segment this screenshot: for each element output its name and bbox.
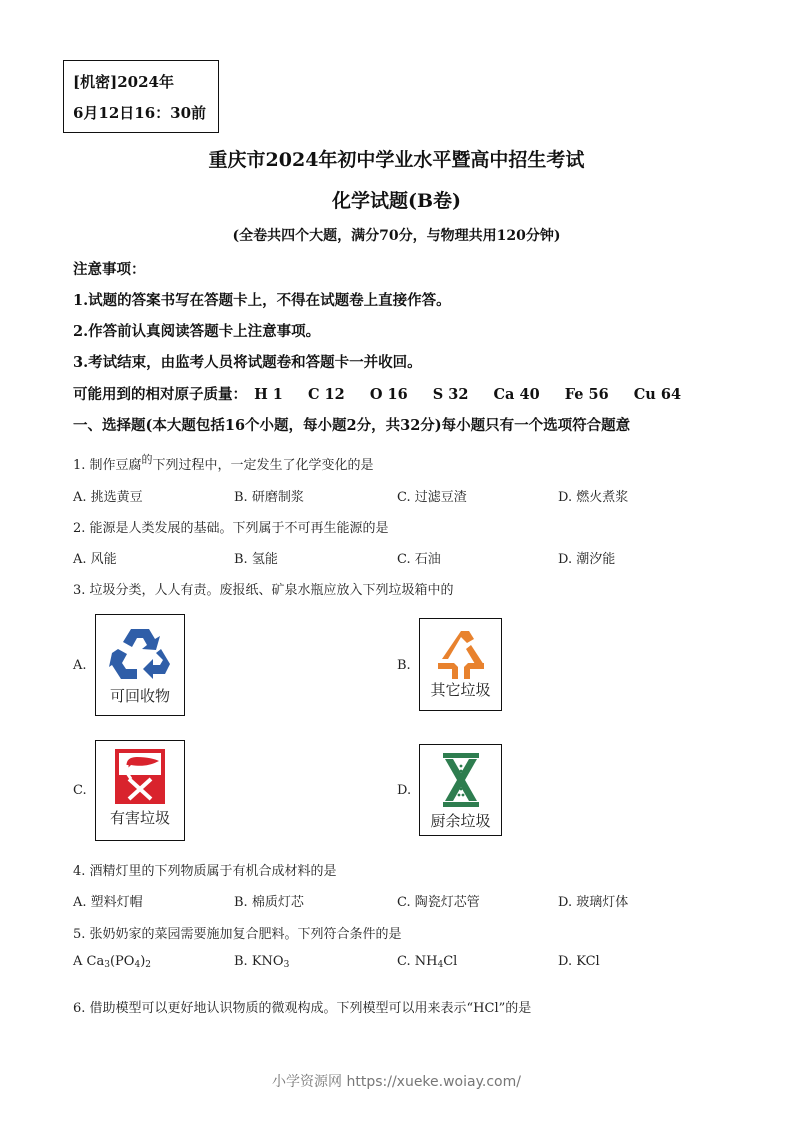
q3-option-b-caption: 其它垃圾 — [430, 681, 491, 699]
q3-option-c-bin[interactable] — [95, 740, 185, 841]
question-5-stem: 5. 张奶奶家的菜园需要施加复合肥料。下列符合条件的是 — [73, 927, 402, 942]
other-waste-icon — [436, 629, 486, 679]
q5-a-sub: 4 — [134, 960, 141, 970]
confidential-line-1: [机密]2024年 — [73, 73, 174, 91]
mass-fe: Fe 56 — [564, 386, 609, 403]
q4-option-b[interactable]: B. 棉质灯芯 — [234, 895, 304, 910]
q1-option-c[interactable]: C. 过滤豆渣 — [397, 490, 467, 505]
mass-ca: Ca 40 — [493, 386, 540, 403]
mass-h: H 1 — [254, 386, 283, 403]
q5-c-part: Cl — [443, 954, 458, 969]
exam-title: 重庆市2024年初中学业水平暨高中招生考试 — [208, 149, 585, 171]
q4-option-a[interactable]: A. 塑料灯帽 — [73, 895, 143, 910]
note-item-1: 1.试题的答案书写在答题卡上，不得在试题卷上直接作答。 — [73, 292, 451, 309]
q5-b-sub: 3 — [283, 960, 290, 970]
note-item-2: 2.作答前认真阅读答题卡上注意事项。 — [73, 323, 321, 340]
q3-option-b-bin[interactable] — [419, 618, 502, 711]
q2-option-d[interactable]: D. 潮汐能 — [558, 552, 616, 567]
footer-watermark[interactable]: 小学资源网 https://xueke.woiay.com/ — [272, 1074, 521, 1090]
q1-stem-part: 下列过程中，一定发生了化学变化的是 — [152, 458, 374, 473]
question-3-stem: 3. 垃圾分类，人人有责。废报纸、矿泉水瓶应放入下列垃圾箱中的 — [73, 583, 454, 598]
kitchen-waste-icon — [439, 753, 483, 807]
q5-option-d[interactable] — [558, 954, 600, 969]
q5-a-sub: 3 — [104, 960, 110, 970]
q5-b-prefix: B. — [234, 954, 252, 969]
q5-option-c[interactable] — [397, 954, 457, 970]
hazardous-waste-icon — [115, 749, 165, 804]
question-6-stem: 6. 借助模型可以更好地认识物质的微观构成。下列模型可以用来表示“HCl”的是 — [73, 1001, 532, 1016]
q3-option-a-bin[interactable] — [95, 614, 185, 716]
q2-option-a[interactable]: A. 风能 — [73, 552, 117, 567]
mass-s: S 32 — [432, 386, 469, 403]
q3-option-c-caption: 有害垃圾 — [109, 809, 170, 827]
section-1-heading: 一、选择题(本大题包括16个小题，每小题2分，共32分)每小题只有一个选项符合题意 — [73, 417, 631, 434]
question-2-stem: 2. 能源是人类发展的基础。下列属于不可再生能源的是 — [73, 521, 389, 536]
q3-option-a-letter[interactable]: A. — [73, 658, 87, 673]
q5-c-part: NH — [414, 954, 438, 969]
q1-option-a[interactable]: A. 挑选黄豆 — [73, 490, 143, 505]
atomic-masses-label: 可能用到的相对原子质量： — [73, 386, 247, 403]
q3-option-a-caption: 可回收物 — [109, 687, 170, 705]
q1-option-b[interactable]: B. 研磨制浆 — [234, 490, 304, 505]
note-item-3: 3.考试结束，由监考人员将试题卷和答题卡一并收回。 — [73, 354, 422, 371]
q5-c-prefix: C. — [397, 954, 415, 969]
q5-a-sub: 2 — [145, 960, 151, 970]
mass-cu: Cu 64 — [633, 386, 682, 403]
q1-stem-sup: 的 — [141, 453, 153, 466]
q5-a-part: Ca — [86, 954, 105, 969]
q5-c-sub: 4 — [437, 960, 444, 970]
q1-option-d[interactable]: D. 燃火煮浆 — [558, 490, 629, 505]
q5-option-b[interactable] — [234, 954, 289, 970]
q3-option-d-letter[interactable]: D. — [397, 783, 412, 798]
q1-stem-part: 1. 制作豆腐 — [73, 458, 142, 473]
confidential-stamp-box — [63, 60, 219, 133]
q5-d-prefix: D. — [558, 954, 577, 969]
question-1-stem — [73, 451, 374, 473]
q5-d-part: KCl — [576, 954, 600, 969]
q3-option-d-caption: 厨余垃圾 — [430, 812, 491, 830]
q5-option-a[interactable] — [73, 954, 151, 970]
notes-heading: 注意事项： — [73, 261, 146, 278]
q5-b-part: KNO — [251, 954, 284, 969]
q5-a-part: (PO — [109, 954, 135, 969]
q3-option-b-letter[interactable]: B. — [397, 658, 411, 673]
q4-option-c[interactable]: C. 陶瓷灯芯管 — [397, 895, 480, 910]
atomic-masses — [73, 383, 701, 404]
q3-option-c-letter[interactable]: C. — [73, 783, 87, 798]
mass-c: C 12 — [307, 386, 345, 403]
confidential-line-2: 6月12日16：30前 — [73, 104, 207, 122]
exam-subtitle: 化学试题(B卷) — [331, 190, 462, 212]
q4-option-d[interactable]: D. 玻璃灯体 — [558, 895, 629, 910]
recycle-icon — [109, 625, 171, 681]
mass-o: O 16 — [369, 386, 408, 403]
q5-a-prefix: A — [73, 954, 87, 969]
q5-a-part: ) — [140, 954, 146, 969]
q2-option-b[interactable]: B. 氢能 — [234, 552, 278, 567]
question-4-stem: 4. 酒精灯里的下列物质属于有机合成材料的是 — [73, 864, 337, 879]
q2-option-c[interactable]: C. 石油 — [397, 552, 441, 567]
exam-info: (全卷共四个大题，满分70分，与物理共用120分钟) — [232, 228, 561, 244]
q3-option-d-bin[interactable] — [419, 744, 502, 836]
